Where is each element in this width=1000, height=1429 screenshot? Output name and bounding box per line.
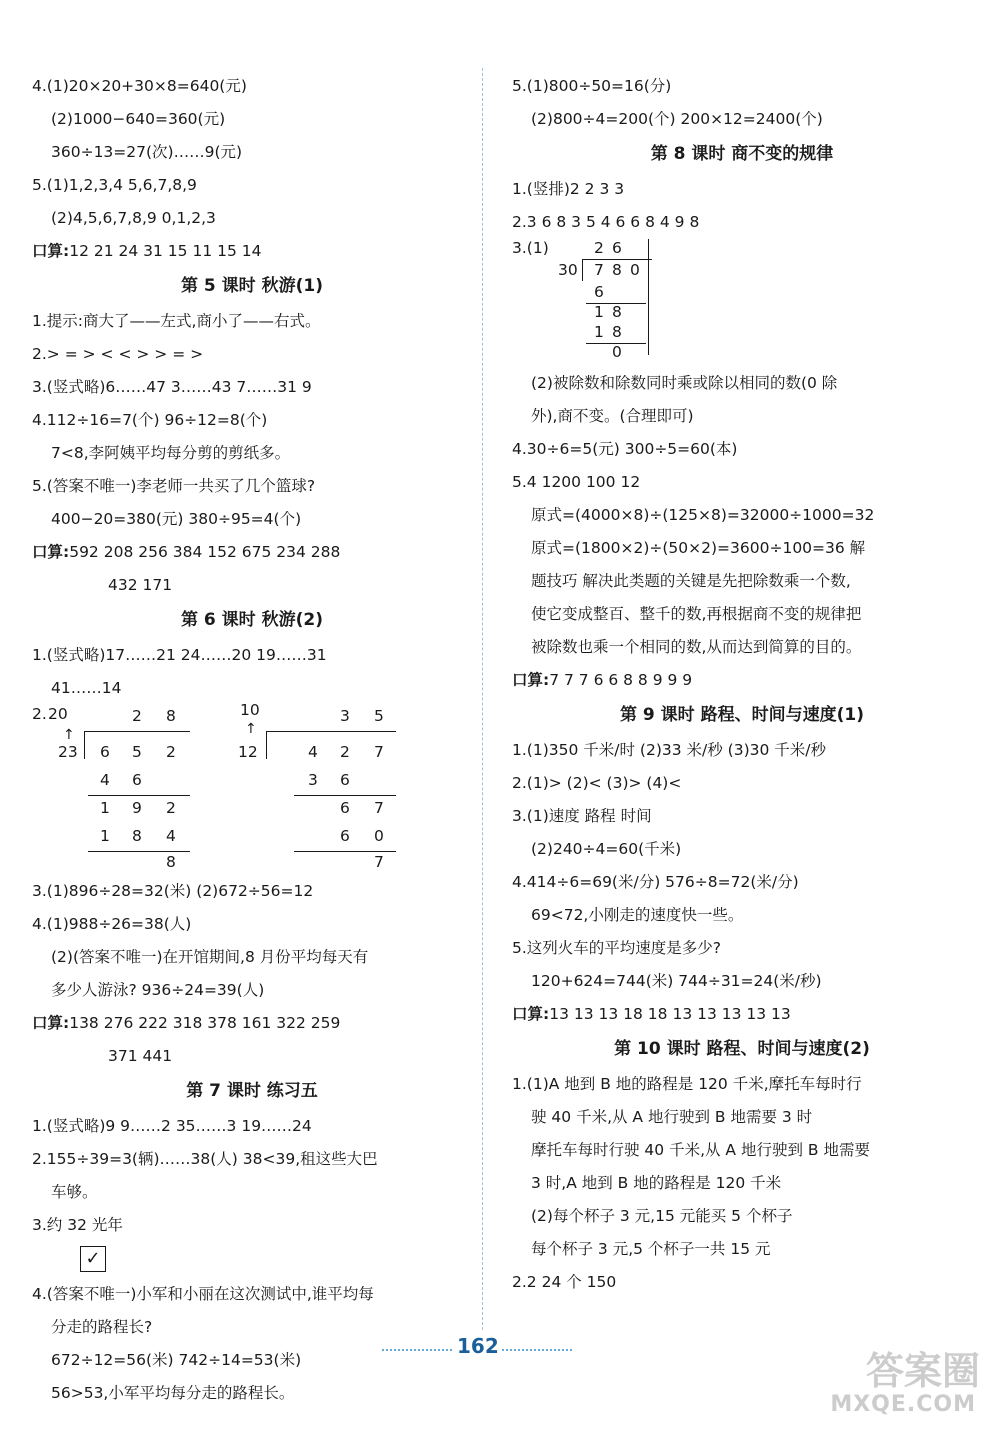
step-digit: 8: [612, 303, 622, 321]
step-digit: 1: [594, 323, 604, 341]
watermark-logo: 答案圈: [865, 1349, 980, 1393]
answer-line: 原式=(1800×2)÷(50×2)=3600÷100=36 解: [531, 539, 866, 557]
division-bar: [84, 731, 190, 732]
answer-line: (2)(答案不唯一)在开馆期间,8 月份平均每天有: [51, 948, 369, 966]
mental-math-label: 口算:: [32, 1014, 70, 1032]
dividend-digit: 2: [340, 743, 350, 761]
answer-line: 5.(1)1,2,3,4 5,6,7,8,9: [32, 176, 197, 194]
answer-line: 5.这列火车的平均速度是多少?: [512, 939, 722, 957]
answer-line: 2.> = > < < > > = >: [32, 345, 204, 363]
subtraction-line: [88, 795, 190, 796]
step-digit: 6: [132, 771, 142, 789]
answer-line: 1.(竖排)2 2 3 3: [512, 180, 625, 198]
mental-math-line: [32, 235, 472, 268]
dividend-digit: 6: [100, 743, 110, 761]
answer-line: 3.约 32 光年: [32, 1216, 123, 1234]
answer-line: 4.(1)20×20+30×8=640(元): [32, 77, 247, 95]
answer-line: (2)800÷4=200(个) 200×12=2400(个): [531, 110, 823, 128]
right-column: [512, 70, 972, 1299]
subtraction-line: [294, 851, 396, 852]
answer-line: 分走的路程长?: [51, 1318, 153, 1336]
answer-line: 车够。: [51, 1183, 98, 1201]
step-digit: 7: [374, 799, 384, 817]
mental-math-values: 7 7 7 6 6 8 8 9 9 9: [549, 671, 693, 689]
quotient-digit: 5: [374, 707, 384, 725]
lesson-heading: 第 10 课时 路程、时间与速度(2): [614, 1039, 870, 1059]
mental-math-values: 13 13 13 18 18 13 13 13 13 13: [549, 1005, 791, 1023]
answer-line: 摩托车每时行驶 40 千米,从 A 地行驶到 B 地需要: [531, 1141, 870, 1159]
answer-line: 2.(1)> (2)< (3)> (4)<: [512, 774, 682, 792]
answer-line: (2)被除数和除数同时乘或除以相同的数(0 除: [531, 374, 838, 392]
long-division-1: [32, 705, 232, 875]
page-number: 162: [457, 1334, 499, 1358]
mental-math-label: 口算:: [512, 1005, 550, 1023]
answer-line: 被除数也乘一个相同的数,从而达到简算的目的。: [531, 638, 862, 656]
answer-line: 1.(1)350 千米/时 (2)33 米/秒 (3)30 千米/秒: [512, 741, 826, 759]
division-bar: [582, 259, 652, 260]
answer-line: 2.3 6 8 3 5 4 6 6 8 4 9 8: [512, 213, 700, 231]
watermark-site: MXQE.COM: [830, 1392, 976, 1417]
subtraction-line: [294, 795, 396, 796]
quotient-digit: 6: [612, 239, 622, 257]
answer-line: (2)240÷4=60(千米): [531, 840, 682, 858]
page-decoration-left: [382, 1349, 452, 1351]
mental-math-values: 12 21 24 31 15 11 15 14: [69, 242, 262, 260]
dividend-digit: 5: [132, 743, 142, 761]
answer-line: 每个杯子 3 元,5 个杯子一共 15 元: [531, 1240, 771, 1258]
lesson-heading: 第 9 课时 路程、时间与速度(1): [620, 705, 864, 725]
left-column: [32, 70, 472, 1410]
answer-line: 672÷12=56(米) 742÷14=53(米): [51, 1351, 302, 1369]
answer-line: (2)每个杯子 3 元,15 元能买 5 个杯子: [531, 1207, 793, 1225]
answer-line: 1.(竖式略)17……21 24……20 19……31: [32, 646, 327, 664]
divisor: 23: [58, 743, 78, 761]
answer-line: 432 171: [108, 576, 173, 594]
answer-line: 400−20=380(元) 380÷95=4(个): [51, 510, 302, 528]
step-digit: 6: [594, 283, 604, 301]
step-digit: 3: [308, 771, 318, 789]
long-division-3: [552, 239, 702, 367]
answer-line: 5.(答案不唯一)李老师一共买了几个篮球?: [32, 477, 316, 495]
dividend-digit: 2: [166, 743, 176, 761]
subtraction-line: [88, 851, 190, 852]
answer-line: 371 441: [108, 1047, 173, 1065]
answer-line: (2)1000−640=360(元): [51, 110, 226, 128]
step-digit: 1: [100, 799, 110, 817]
lesson-heading: 第 7 课时 练习五: [186, 1081, 318, 1101]
step-digit: 4: [166, 827, 176, 845]
division-bracket: [84, 731, 85, 759]
step-digit: 8: [132, 827, 142, 845]
answer-line: 3 时,A 地到 B 地的路程是 120 千米: [531, 1174, 782, 1192]
estimate-value: 10: [240, 701, 260, 719]
mental-math-values: 592 208 256 384 152 675 234 288: [69, 543, 341, 561]
step-digit: 6: [340, 771, 350, 789]
step-digit: 8: [612, 323, 622, 341]
answer-line: 4.112÷16=7(个) 96÷12=8(个): [32, 411, 268, 429]
mental-math-line: [32, 536, 472, 569]
step-digit: 6: [340, 827, 350, 845]
dividend-digit: 0: [630, 261, 640, 279]
question-number: 2.: [32, 705, 47, 723]
dividend-digit: 7: [374, 743, 384, 761]
step-digit: 9: [132, 799, 142, 817]
mental-math-values: 138 276 222 318 378 161 322 259: [69, 1014, 341, 1032]
answer-line: 56>53,小军平均每分走的路程长。: [51, 1384, 295, 1402]
dividend-digit: 4: [308, 743, 318, 761]
step-digit: 1: [594, 303, 604, 321]
step-digit: 4: [100, 771, 110, 789]
answer-line: 1.提示:商大了——左式,商小了——右式。: [32, 312, 321, 330]
answer-line: 驶 40 千米,从 A 地行驶到 B 地需要 3 时: [531, 1108, 813, 1126]
answer-line: 4.414÷6=69(米/分) 576÷8=72(米/分): [512, 873, 799, 891]
answer-line: 1.(1)A 地到 B 地的路程是 120 千米,摩托车每时行: [512, 1075, 862, 1093]
mental-math-line: [512, 998, 972, 1031]
long-division-2: [236, 701, 436, 875]
division-bar: [266, 731, 396, 732]
long-division-row: [512, 239, 972, 367]
estimate-value: 20: [48, 705, 68, 723]
long-division-row: [32, 701, 472, 875]
answer-line: 原式=(4000×8)÷(125×8)=32000÷1000=32: [531, 506, 875, 524]
step-digit: 0: [374, 827, 384, 845]
answer-line: 120+624=744(米) 744÷31=24(米/秒): [531, 972, 822, 990]
answer-line: 2.2 24 个 150: [512, 1273, 617, 1291]
checkbox-line: [32, 1242, 472, 1278]
divisor: 12: [238, 743, 258, 761]
step-digit: 6: [340, 799, 350, 817]
answer-line: 外),商不变。(合理即可): [531, 407, 694, 425]
mental-math-label: 口算:: [32, 543, 70, 561]
answer-line: 1.(竖式略)9 9……2 35……3 19……24: [32, 1117, 312, 1135]
answer-line: 多少人游泳? 936÷24=39(人): [51, 981, 265, 999]
answer-line: 4.30÷6=5(元) 300÷5=60(本): [512, 440, 738, 458]
answer-line: 360÷13=27(次)……9(元): [51, 143, 243, 161]
mental-math-line: [32, 1007, 472, 1040]
remainder: 8: [166, 853, 176, 871]
remainder: 7: [374, 853, 384, 871]
divisor: 30: [558, 261, 578, 279]
answer-line: 4.(答案不唯一)小军和小丽在这次测试中,谁平均每: [32, 1285, 374, 1303]
mental-math-line: [512, 664, 972, 697]
answer-line: 5.4 1200 100 12: [512, 473, 641, 491]
dividend-digit: 8: [612, 261, 622, 279]
answer-line: 4.(1)988÷26=38(人): [32, 915, 192, 933]
question-number: 3.(1): [512, 239, 549, 257]
answer-line: 3.(1)896÷28=32(米) (2)672÷56=12: [32, 882, 314, 900]
answer-line: 2.155÷39=3(辆)……38(人) 38<39,租这些大巴: [32, 1150, 378, 1168]
lesson-heading: 第 6 课时 秋游(2): [181, 610, 323, 630]
quotient-digit: 2: [594, 239, 604, 257]
step-digit: 1: [100, 827, 110, 845]
vertical-rule: [648, 239, 649, 355]
step-digit: 2: [166, 799, 176, 817]
arrow-up-icon: ↑: [63, 727, 75, 743]
answer-line: 69<72,小刚走的速度快一些。: [531, 906, 744, 924]
remainder: 0: [612, 343, 622, 361]
arrow-up-icon: ↑: [245, 721, 257, 737]
answer-line: (2)4,5,6,7,8,9 0,1,2,3: [51, 209, 216, 227]
column-divider: [482, 68, 483, 1330]
lesson-heading: 第 5 课时 秋游(1): [181, 276, 323, 296]
division-bracket: [582, 259, 583, 281]
answer-line: 41……14: [51, 679, 122, 697]
answer-line: 题技巧 解决此类题的关键是先把除数乘一个数,: [531, 572, 851, 590]
answer-line: 7<8,李阿姨平均每分剪的剪纸多。: [51, 444, 291, 462]
quotient-digit: 8: [166, 707, 176, 725]
answer-line: 5.(1)800÷50=16(分): [512, 77, 672, 95]
answer-line: 3.(竖式略)6……47 3……43 7……31 9: [32, 378, 312, 396]
check-icon: ✓: [80, 1246, 106, 1272]
answer-line: 3.(1)速度 路程 时间: [512, 807, 652, 825]
mental-math-label: 口算:: [32, 242, 70, 260]
mental-math-label: 口算:: [512, 671, 550, 689]
dividend-digit: 7: [594, 261, 604, 279]
division-bracket: [266, 731, 267, 759]
quotient-digit: 2: [132, 707, 142, 725]
lesson-heading: 第 8 课时 商不变的规律: [650, 144, 834, 164]
quotient-digit: 3: [340, 707, 350, 725]
page-decoration-right: [502, 1349, 572, 1351]
answer-line: 使它变成整百、整千的数,再根据商不变的规律把: [531, 605, 862, 623]
